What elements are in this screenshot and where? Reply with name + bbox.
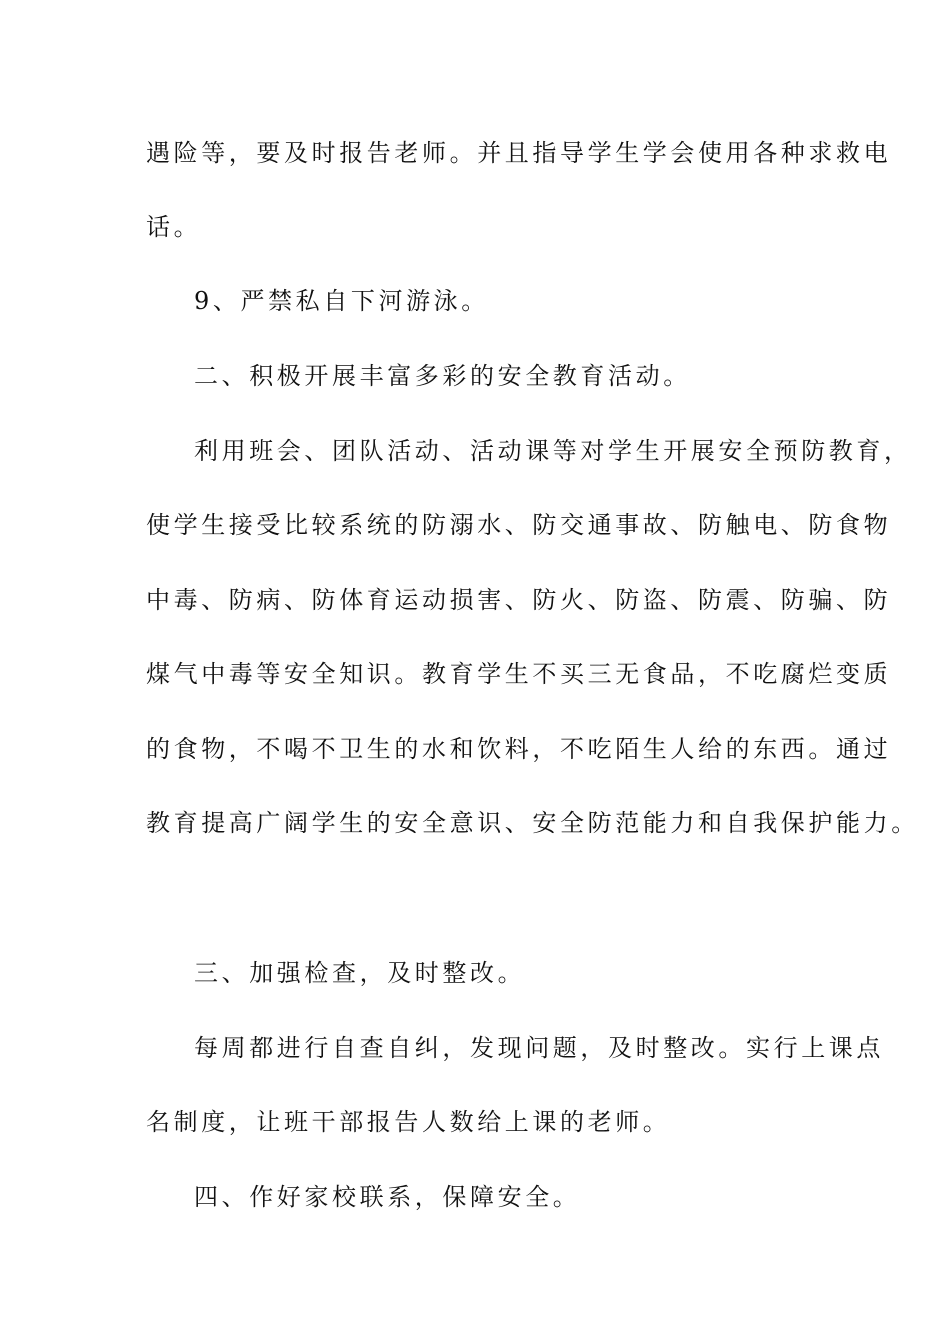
paragraph-line: 名制度，让班干部报告人数给上课的老师。 — [146, 1108, 671, 1136]
paragraph-line: 中毒、防病、防体育运动损害、防火、防盗、防震、防骗、防 — [146, 586, 892, 614]
paragraph-line: 遇险等，要及时报告老师。并且指导学生学会使用各种求救电 — [146, 139, 892, 167]
section-heading-4: 四、作好家校联系，保障安全。 — [194, 1183, 581, 1211]
list-item-9: 9、严禁私自下河游泳。 — [194, 287, 489, 315]
paragraph-line: 使学生接受比较系统的防溺水、防交通事故、防触电、防食物 — [146, 511, 892, 539]
paragraph-line: 利用班会、团队活动、活动课等对学生开展安全预防教育， — [194, 437, 912, 465]
paragraph-line: 教育提高广阔学生的安全意识、安全防范能力和自我保护能力。 — [146, 809, 919, 837]
paragraph-line: 每周都进行自查自纠，发现问题，及时整改。实行上课点 — [194, 1034, 884, 1062]
paragraph-line: 煤气中毒等安全知识。教育学生不买三无食品，不吃腐烂变质 — [146, 660, 892, 688]
paragraph-line: 的食物，不喝不卫生的水和饮料，不吃陌生人给的东西。通过 — [146, 735, 892, 763]
section-heading-3: 三、加强检查，及时整改。 — [194, 959, 526, 987]
paragraph-line: 话。 — [146, 213, 202, 241]
section-heading-2: 二、积极开展丰富多彩的安全教育活动。 — [194, 362, 691, 390]
